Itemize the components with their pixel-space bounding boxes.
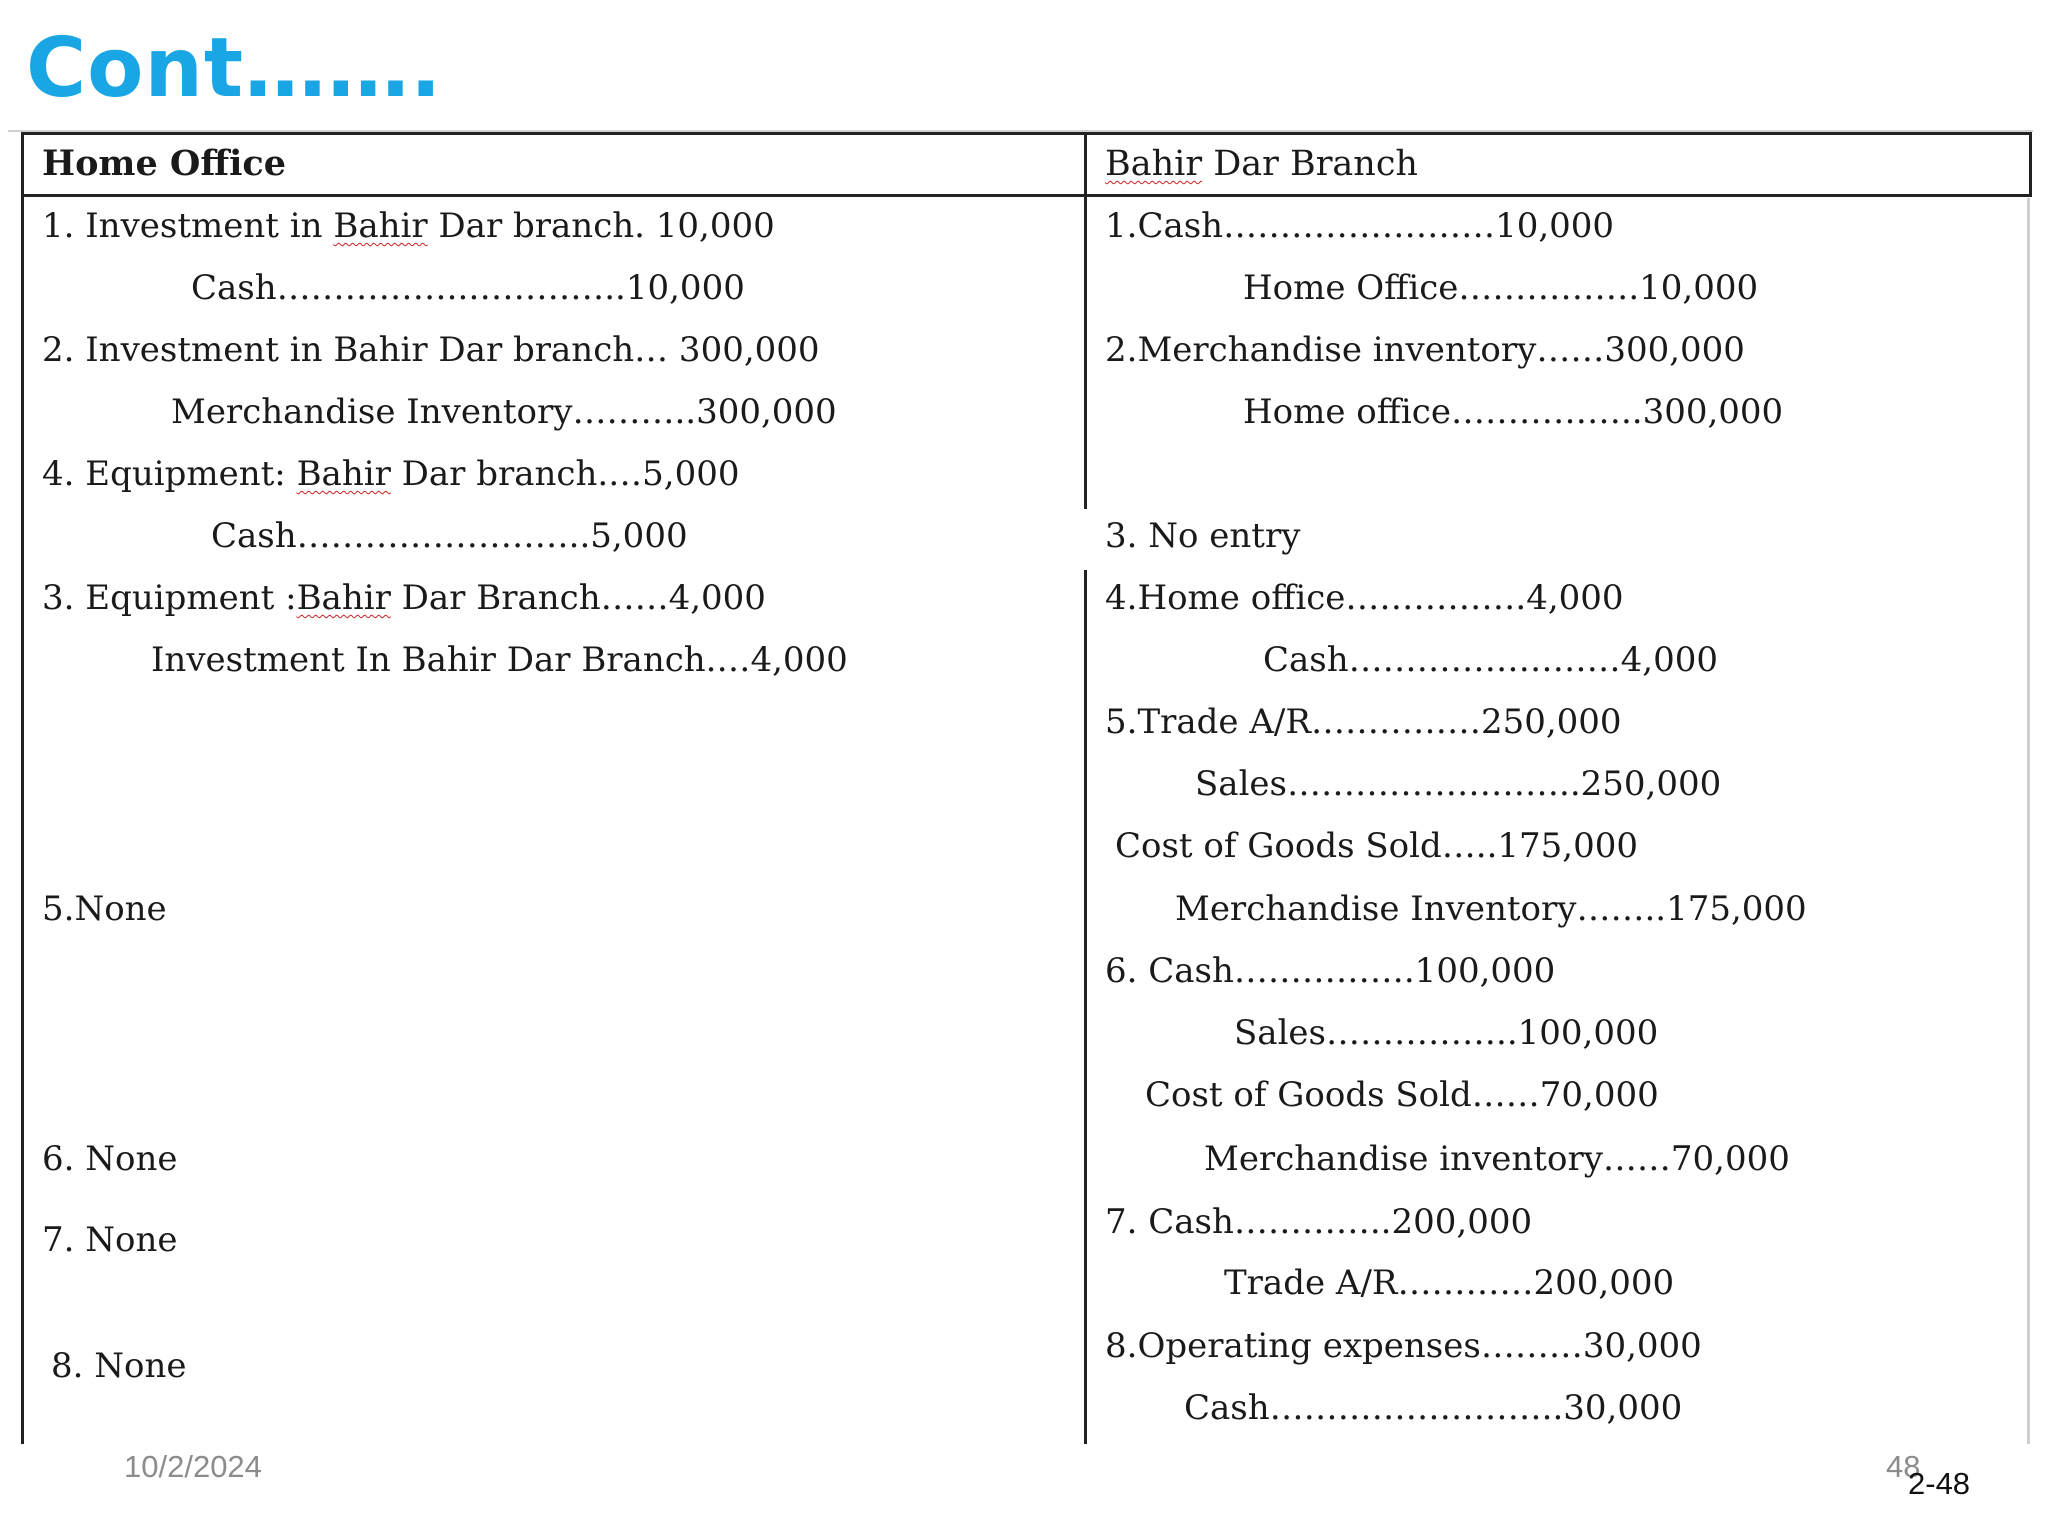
branch-entry-2-credit: Home office……………..300,000: [1243, 392, 1784, 432]
entry-text: Dar Branch……4,000: [390, 578, 766, 618]
branch-entry-5-cogs-debit: Cost of Goods Sold…..175,000: [1115, 826, 1638, 866]
entry-text: 4. Equipment:: [42, 454, 297, 494]
branch-entry-7-credit: Trade A/R…………200,000: [1224, 1263, 1675, 1303]
table-right-shadow: [2027, 198, 2030, 1444]
home-entry-8: 8. None: [51, 1346, 187, 1386]
footer-date: 10/2/2024: [124, 1449, 262, 1484]
footer-slide-number: 2-48: [1908, 1466, 1971, 1501]
branch-entry-6-credit: Sales……………..100,000: [1234, 1013, 1659, 1053]
branch-entry-6-cogs-debit: Cost of Goods Sold……70,000: [1145, 1075, 1659, 1115]
home-entry-4-debit: [42, 454, 740, 494]
journal-entries-table: [21, 132, 2032, 1444]
table-right-border: [2029, 132, 2032, 196]
branch-entry-6-cogs-credit: Merchandise inventory……70,000: [1204, 1139, 1790, 1179]
column-divider-upper: [1084, 132, 1087, 509]
home-entry-6: 6. None: [42, 1139, 178, 1179]
branch-entry-5-cogs-credit: Merchandise Inventory……..175,000: [1175, 889, 1807, 929]
branch-entry-8-credit: Cash……………………..30,000: [1184, 1388, 1683, 1428]
table-top-border: [21, 132, 2032, 135]
branch-entry-5-debit: 5.Trade A/R……………250,000: [1105, 702, 1622, 742]
table-left-border: [21, 132, 24, 1444]
branch-entry-5-credit: Sales……………………..250,000: [1195, 764, 1722, 804]
home-entry-3-debit: [42, 578, 766, 618]
footer-page-number: 48: [1886, 1449, 1921, 1484]
column-divider-lower: [1084, 570, 1087, 1444]
entry-text: 3. Equipment :: [42, 578, 297, 618]
bahir-dar-branch-header: [1105, 144, 1418, 184]
branch-entry-6-debit: 6. Cash…………….100,000: [1105, 951, 1556, 991]
home-entry-3-credit: Investment In Bahir Dar Branch.…4,000: [151, 640, 848, 680]
header-word-bahir: Bahir: [1105, 144, 1203, 184]
home-entry-2-debit: 2. Investment in Bahir Dar branch… 300,000: [42, 330, 820, 370]
branch-entry-8-debit: 8.Operating expenses………30,000: [1105, 1326, 1702, 1366]
branch-entry-1-debit: 1.Cash……………………10,000: [1105, 206, 1615, 246]
home-entry-7: 7. None: [42, 1220, 178, 1260]
branch-entry-1-credit: Home Office…………….10,000: [1243, 268, 1759, 308]
entry-text-underlined: Bahir: [296, 578, 391, 618]
entry-text-underlined: Bahir: [333, 206, 428, 246]
entry-text: 1. Investment in: [42, 206, 334, 246]
slide-title: Cont…….: [26, 21, 443, 116]
table-header-rule: [21, 194, 2032, 197]
branch-entry-4-credit: Cash……………………4,000: [1263, 640, 1718, 680]
header-rest: Dar Branch: [1202, 144, 1418, 184]
entry-text: Dar branch. 10,000: [427, 206, 775, 246]
entry-text-underlined: Bahir: [296, 454, 391, 494]
branch-entry-3: 3. No entry: [1105, 516, 1301, 556]
branch-entry-4-debit: 4.Home office…………….4,000: [1105, 578, 1624, 618]
home-entry-1-credit: Cash……………..…………..10,000: [191, 268, 745, 308]
home-entry-2-credit: Merchandise Inventory………..300,000: [171, 392, 837, 432]
home-entry-4-credit: Cash……………………..5,000: [211, 516, 688, 556]
entry-text: Dar branch.…5,000: [390, 454, 740, 494]
branch-entry-2-debit: 2.Merchandise inventory……300,000: [1105, 330, 1745, 370]
branch-entry-7-debit: 7. Cash…………..200,000: [1105, 1202, 1533, 1242]
home-entry-5: 5.None: [42, 889, 167, 929]
home-office-header: Home Office: [42, 143, 286, 184]
home-entry-1-debit: [42, 206, 775, 246]
